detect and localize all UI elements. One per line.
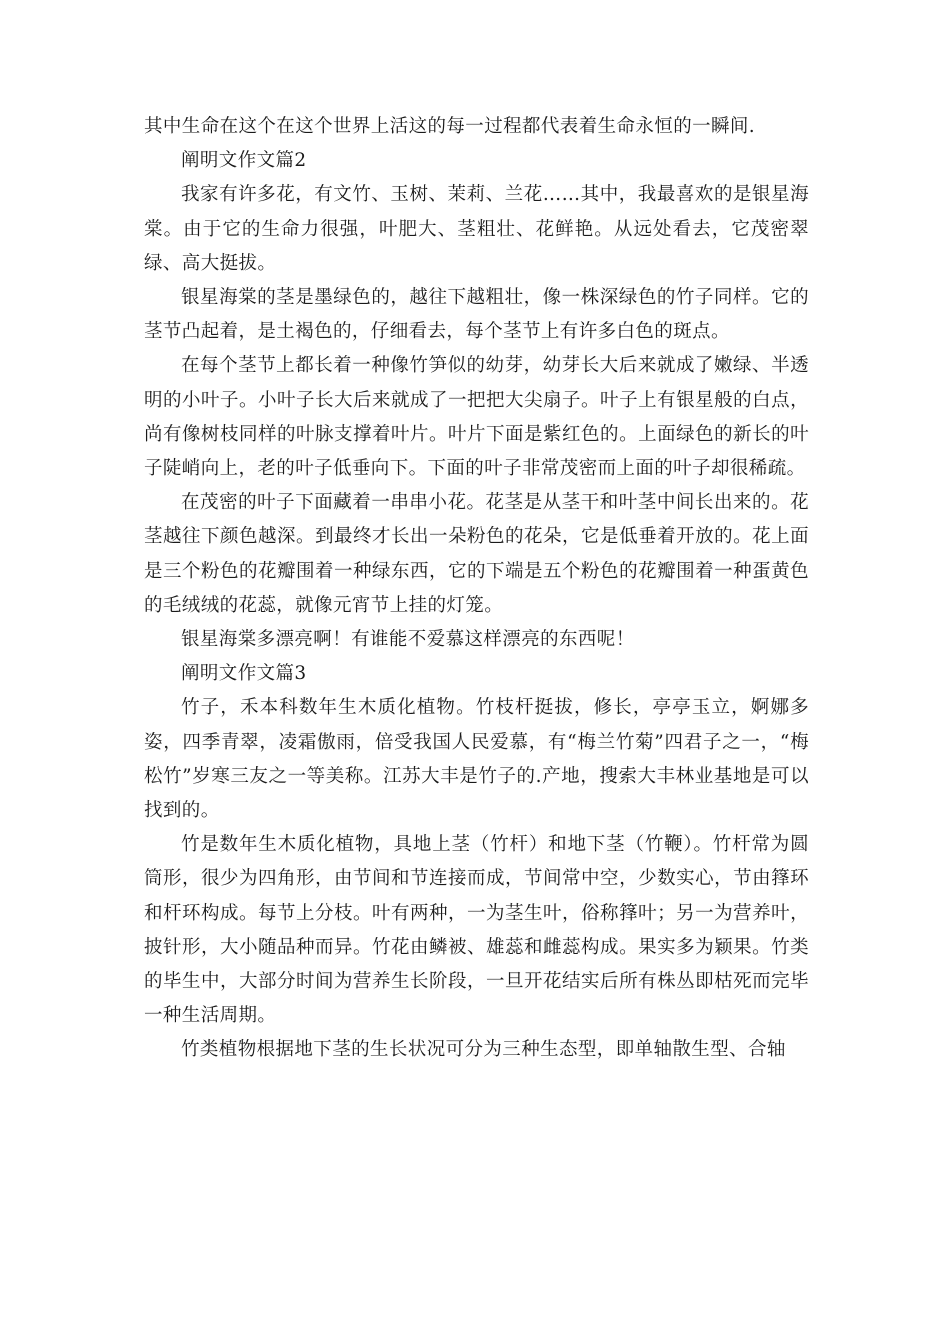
paragraph-exclamation: 银星海棠多漂亮啊！有谁能不爱慕这样漂亮的东西呢！: [181, 629, 635, 651]
paragraph-stem: 银星海棠的茎是墨绿色的，越往下越粗壮，像一株深绿色的竹子同样。它的茎节凸起着，是土褐色的，仔细看去，每个茎节上有许多白色的斑点。: [144, 287, 809, 343]
paragraph-bamboo-structure: 竹是数年生木质化植物，具地上茎（竹杆）和地下茎（竹鞭）。竹杆常为圆筒形，很少为四角形，由节间和节连接而成，节间常中空，少数实心，节由箨环和杆环构成。每节上分枝。叶有两种，一为茎生叶，俗称箨叶；另一为营养叶，披针形，大小随品种而异。竹花由鳞被、雄蕊和雌蕊构成。果实多为颖果。竹类的毕生中，大部分时间为营养生长阶段，一旦开花结实后所有株丛即枯死而完毕一种生活周期。: [144, 834, 809, 1027]
heading-essay-2: 阐明文作文篇2: [181, 150, 307, 172]
paragraph-bamboo-types: 竹类植物根据地下茎的生长状况可分为三种生态型，即单轴散生型、合轴: [181, 1039, 786, 1061]
heading-essay-3: 阐明文作文篇3: [181, 663, 307, 685]
paragraph-blossoms: 在茂密的叶子下面藏着一串串小花。花茎是从茎干和叶茎中间长出来的。花茎越往下颜色越深。到最终才长出一朵粉色的花朵，它是低垂着开放的。花上面是三个粉色的花瓣围着一种绿东西，它的下端是五个粉色的花瓣围着一种蛋黄色的毛绒绒的花蕊，就像元宵节上挂的灯笼。: [144, 492, 809, 616]
paragraph-flowers-intro: 我家有许多花，有文竹、玉树、茉莉、兰花……其中，我最喜欢的是银星海棠。由于它的生命力很强，叶肥大、茎粗壮、花鲜艳。从远处看去，它茂密翠绿、高大挺拔。: [144, 184, 809, 274]
paragraph-bamboo-intro: 竹子，禾本科数年生木质化植物。竹枝杆挺拔，修长，亭亭玉立，婀娜多姿，四季青翠，凌霜傲雨，倍受我国人民爱慕，有“梅兰竹菊”四君子之一，“梅松竹”岁寒三友之一等美称。江苏大丰是竹子的.产地，搜索大丰林业基地是可以找到的。: [144, 697, 809, 822]
paragraph-life-moment: 其中生命在这个在这个世界上活这的每一过程都代表着生命永恒的一瞬间.: [144, 116, 756, 137]
paragraph-leaves: 在每个茎节上都长着一种像竹笋似的幼芽，幼芽长大后来就成了嫩绿、半透明的小叶子。小叶子长大后来就成了一把把大尖扇子。叶子上有银星般的白点，尚有像树枝同样的叶脉支撑着叶片。叶片下面是紫红色的。上面绿色的新长的叶子陡峭向上，老的叶子低垂向下。下面的叶子非常茂密而上面的叶子却很稀疏。: [144, 355, 809, 480]
document-page: [144, 110, 809, 1068]
